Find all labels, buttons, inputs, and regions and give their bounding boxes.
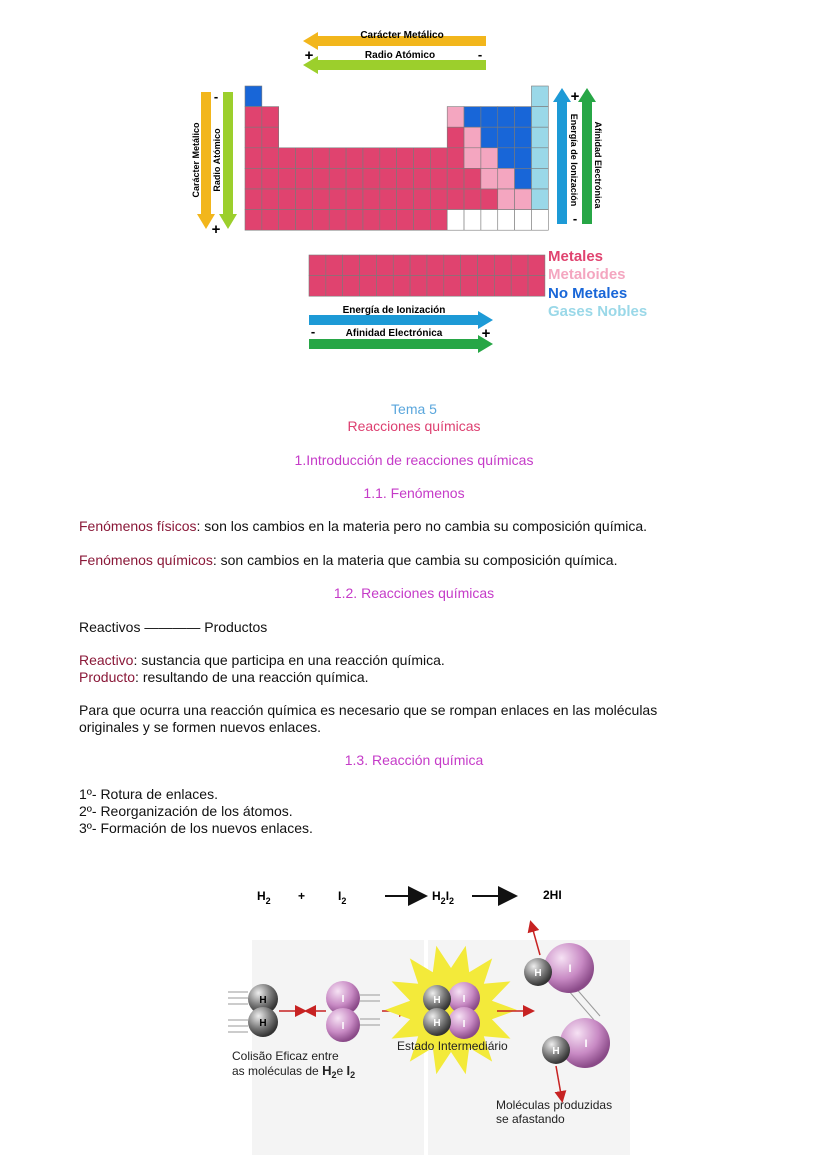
element-cell: [430, 168, 447, 189]
element-cell: [393, 276, 410, 297]
element-cell: [481, 107, 498, 128]
step-3: 3º- Formación de los nuevos enlaces.: [79, 820, 313, 836]
bottom-minus-sign: -: [310, 324, 316, 339]
element-cell: [528, 276, 545, 297]
element-cell: [245, 107, 262, 128]
svg-text:H: H: [433, 1018, 441, 1029]
element-cell: [296, 148, 313, 169]
right-arrow-ionization-label: Energía de Ionización: [569, 113, 579, 207]
right-plus-sign: +: [570, 88, 580, 105]
element-cell: [346, 148, 363, 169]
element-cell: [481, 189, 498, 210]
svg-text:I: I: [568, 963, 572, 975]
svg-text:H: H: [259, 1018, 267, 1029]
element-cell: [296, 210, 313, 231]
element-cell: [528, 255, 545, 276]
paragraph-producto: [79, 669, 759, 686]
element-cell: [309, 255, 326, 276]
periodic-table-grid: [245, 86, 548, 230]
element-cell: [461, 255, 478, 276]
element-cell: [444, 276, 461, 297]
element-cell: [363, 210, 380, 231]
element-cell: [245, 168, 262, 189]
element-cell: [245, 148, 262, 169]
element-cell: [279, 189, 296, 210]
element-cell: [245, 86, 262, 107]
element-cell: [380, 148, 397, 169]
top-minus-sign: -: [477, 47, 483, 62]
paragraph-fenomenos-fisicos: [79, 518, 759, 535]
svg-text:I: I: [341, 1021, 345, 1032]
eq-h2: $H_2$: [257, 889, 271, 906]
svg-text:H: H: [534, 968, 542, 979]
term-fenomenos-fisicos: Fenómenos físicos: [79, 518, 197, 534]
element-cell: [447, 107, 464, 128]
element-cell: [343, 276, 360, 297]
element-cell: [410, 255, 427, 276]
element-cell: [312, 210, 329, 231]
section-1-3-heading: 1.3. Reacción química: [344, 752, 484, 768]
element-cell: [346, 168, 363, 189]
section-1-heading: 1.Introducción de reacciones químicas: [294, 452, 534, 468]
element-cell: [461, 276, 478, 297]
legend: [548, 248, 647, 320]
eq-h2i2: $H_2I_2$: [432, 889, 455, 906]
element-cell: [498, 168, 515, 189]
element-cell: [494, 276, 511, 297]
element-cell: [478, 255, 495, 276]
element-cell: [245, 127, 262, 148]
element-cell: [346, 210, 363, 231]
left-arrow-metallic-label: Carácter Metálico: [191, 122, 201, 198]
element-cell: [279, 210, 296, 231]
element-cell: [262, 210, 279, 231]
element-cell: [447, 168, 464, 189]
element-cell: [515, 148, 532, 169]
element-cell: [464, 189, 481, 210]
left-arrow-atomic-radius: [212, 89, 237, 238]
element-cell: [262, 189, 279, 210]
svg-text:I: I: [584, 1038, 588, 1050]
element-cell: [464, 148, 481, 169]
element-cell: [312, 148, 329, 169]
lanthanide-row: [309, 255, 545, 296]
svg-text:H: H: [259, 995, 267, 1006]
top-arrow-metallic-character: [303, 30, 486, 50]
element-cell: [360, 276, 377, 297]
element-cell: [447, 148, 464, 169]
topic-number: Tema 5: [391, 401, 437, 417]
legend-metaloides: Metaloides: [548, 266, 626, 283]
definition-reactivo: : sustancia que participa en una reacción química.: [133, 652, 445, 668]
term-fenomenos-quimicos: Fenómenos químicos: [79, 552, 213, 568]
bottom-arrow-ionization-label: Energía de Ionización: [342, 305, 446, 316]
element-cell: [262, 148, 279, 169]
element-cell: [329, 168, 346, 189]
term-reactivo: Reactivo: [79, 652, 134, 668]
element-cell: [478, 276, 495, 297]
right-arrow-ionization-energy: [553, 88, 579, 224]
right-arrow-affinity-label: Afinidad Electrónica: [593, 121, 603, 209]
caption-products-line2: se afastando: [496, 1112, 565, 1126]
section-1-2-heading: 1.2. Reacciones químicas: [333, 585, 495, 601]
element-cell: [515, 168, 532, 189]
element-cell: [363, 168, 380, 189]
element-cell: [531, 86, 548, 107]
element-cell: [481, 148, 498, 169]
element-cell: [326, 276, 343, 297]
element-cell: [410, 276, 427, 297]
element-cell: [494, 255, 511, 276]
element-cell: [430, 189, 447, 210]
element-cell: [430, 148, 447, 169]
legend-no-metales: No Metales: [548, 285, 628, 302]
element-cell: [498, 148, 515, 169]
step-1: 1º- Rotura de enlaces.: [79, 786, 218, 802]
element-cell: [430, 210, 447, 231]
element-cell: [414, 210, 431, 231]
element-cell: [531, 148, 548, 169]
element-cell: [515, 107, 532, 128]
element-cell: [262, 107, 279, 128]
element-cell: [245, 189, 262, 210]
element-cell: [397, 210, 414, 231]
bottom-arrow-ionization-energy: [309, 305, 493, 329]
element-cell: [329, 148, 346, 169]
svg-text:H: H: [552, 1046, 560, 1057]
top-arrow-metallic-label: Carácter Metálico: [360, 30, 444, 41]
right-minus-sign: -: [572, 211, 578, 226]
element-cell: [447, 127, 464, 148]
element-cell: [309, 276, 326, 297]
element-cell: [397, 168, 414, 189]
legend-gases-nobles: Gases Nobles: [548, 303, 648, 320]
element-cell: [515, 189, 532, 210]
left-minus-sign: -: [213, 89, 219, 104]
eq-plus: +: [298, 889, 306, 903]
element-cell: [511, 276, 528, 297]
element-cell: [447, 210, 464, 231]
svg-text:I: I: [462, 1019, 466, 1030]
svg-text:H: H: [433, 995, 441, 1006]
element-cell: [326, 255, 343, 276]
element-cell: [279, 148, 296, 169]
section-1-1-heading: 1.1. Fenómenos: [363, 485, 465, 501]
element-cell: [481, 168, 498, 189]
element-cell: [376, 276, 393, 297]
element-cell: [397, 148, 414, 169]
caption-products-line1: Moléculas produzidas: [496, 1098, 613, 1112]
eq-i2: $I_2$: [338, 889, 347, 906]
periodic-trends-figure: [0, 0, 828, 360]
paragraph-fenomenos-quimicos: [79, 552, 759, 569]
element-cell: [531, 189, 548, 210]
element-cell: [312, 168, 329, 189]
legend-metales: Metales: [548, 248, 604, 265]
element-cell: [397, 189, 414, 210]
term-producto: Producto: [79, 669, 136, 685]
element-cell: [380, 168, 397, 189]
element-cell: [481, 127, 498, 148]
reactivos-productos-line: Reactivos ———— Productos: [79, 619, 268, 635]
element-cell: [414, 168, 431, 189]
element-cell: [363, 189, 380, 210]
element-cell: [498, 210, 515, 231]
element-cell: [464, 168, 481, 189]
element-cell: [279, 168, 296, 189]
left-arrow-radius-label: Radio Atómico: [212, 128, 222, 192]
element-cell: [498, 127, 515, 148]
element-cell: [380, 189, 397, 210]
element-cell: [262, 127, 279, 148]
element-cell: [427, 276, 444, 297]
element-cell: [498, 107, 515, 128]
definition-producto: : resultando de una reacción química.: [135, 669, 369, 685]
element-cell: [531, 127, 548, 148]
paragraph-reactivo: [79, 652, 759, 669]
element-cell: [531, 210, 548, 231]
element-cell: [346, 189, 363, 210]
element-cell: [498, 189, 515, 210]
topic-title: Reacciones químicas: [347, 418, 481, 434]
svg-text:I: I: [341, 994, 345, 1005]
element-cell: [296, 189, 313, 210]
element-cell: [393, 255, 410, 276]
caption-collision-line2: as moléculas de $H_2e$ $I_2$: [232, 1063, 356, 1080]
top-arrow-radius-label: Radio Atómico: [364, 50, 436, 61]
top-arrow-atomic-radius: [303, 47, 486, 74]
element-cell: [380, 210, 397, 231]
definition-fenomenos-fisicos: : son los cambios en la materia pero no cambia su composición química.: [196, 518, 648, 534]
eq-product-2hi: 2HI: [543, 888, 562, 902]
caption-collision-line1: Colisão Eficaz entre: [232, 1049, 339, 1063]
element-cell: [414, 148, 431, 169]
bottom-plus-sign: +: [481, 325, 491, 342]
bottom-arrow-affinity-label: Afinidad Electrónica: [345, 328, 443, 339]
element-cell: [531, 107, 548, 128]
element-cell: [363, 148, 380, 169]
element-cell: [464, 127, 481, 148]
element-cell: [481, 210, 498, 231]
reaction-equation: [257, 888, 562, 906]
svg-text:I: I: [462, 994, 466, 1005]
element-cell: [376, 255, 393, 276]
element-cell: [515, 127, 532, 148]
element-cell: [464, 107, 481, 128]
reaction-mechanism-figure: [0, 870, 828, 1165]
definition-fenomenos-quimicos: : son cambios en la materia que cambia su composición química.: [212, 552, 618, 568]
element-cell: [360, 255, 377, 276]
top-plus-sign: +: [304, 47, 314, 64]
element-cell: [447, 189, 464, 210]
element-cell: [329, 189, 346, 210]
element-cell: [511, 255, 528, 276]
element-cell: [329, 210, 346, 231]
element-cell: [312, 189, 329, 210]
paragraph-requirement-line-1: Para que ocurra una reacción química es necesario que se rompan enlaces en las moléculas: [79, 702, 658, 718]
element-cell: [262, 168, 279, 189]
element-cell: [296, 168, 313, 189]
paragraph-requirement-line-2: originales y se formen nuevos enlaces.: [79, 719, 322, 735]
element-cell: [531, 168, 548, 189]
element-cell: [245, 210, 262, 231]
element-cell: [444, 255, 461, 276]
element-cell: [343, 255, 360, 276]
bottom-arrow-electron-affinity: [309, 324, 493, 353]
element-cell: [427, 255, 444, 276]
element-cell: [515, 210, 532, 231]
caption-intermediate: Estado Intermediário: [397, 1039, 508, 1053]
element-cell: [414, 189, 431, 210]
left-plus-sign: +: [211, 221, 221, 238]
step-2: 2º- Reorganización de los átomos.: [79, 803, 293, 819]
element-cell: [464, 210, 481, 231]
